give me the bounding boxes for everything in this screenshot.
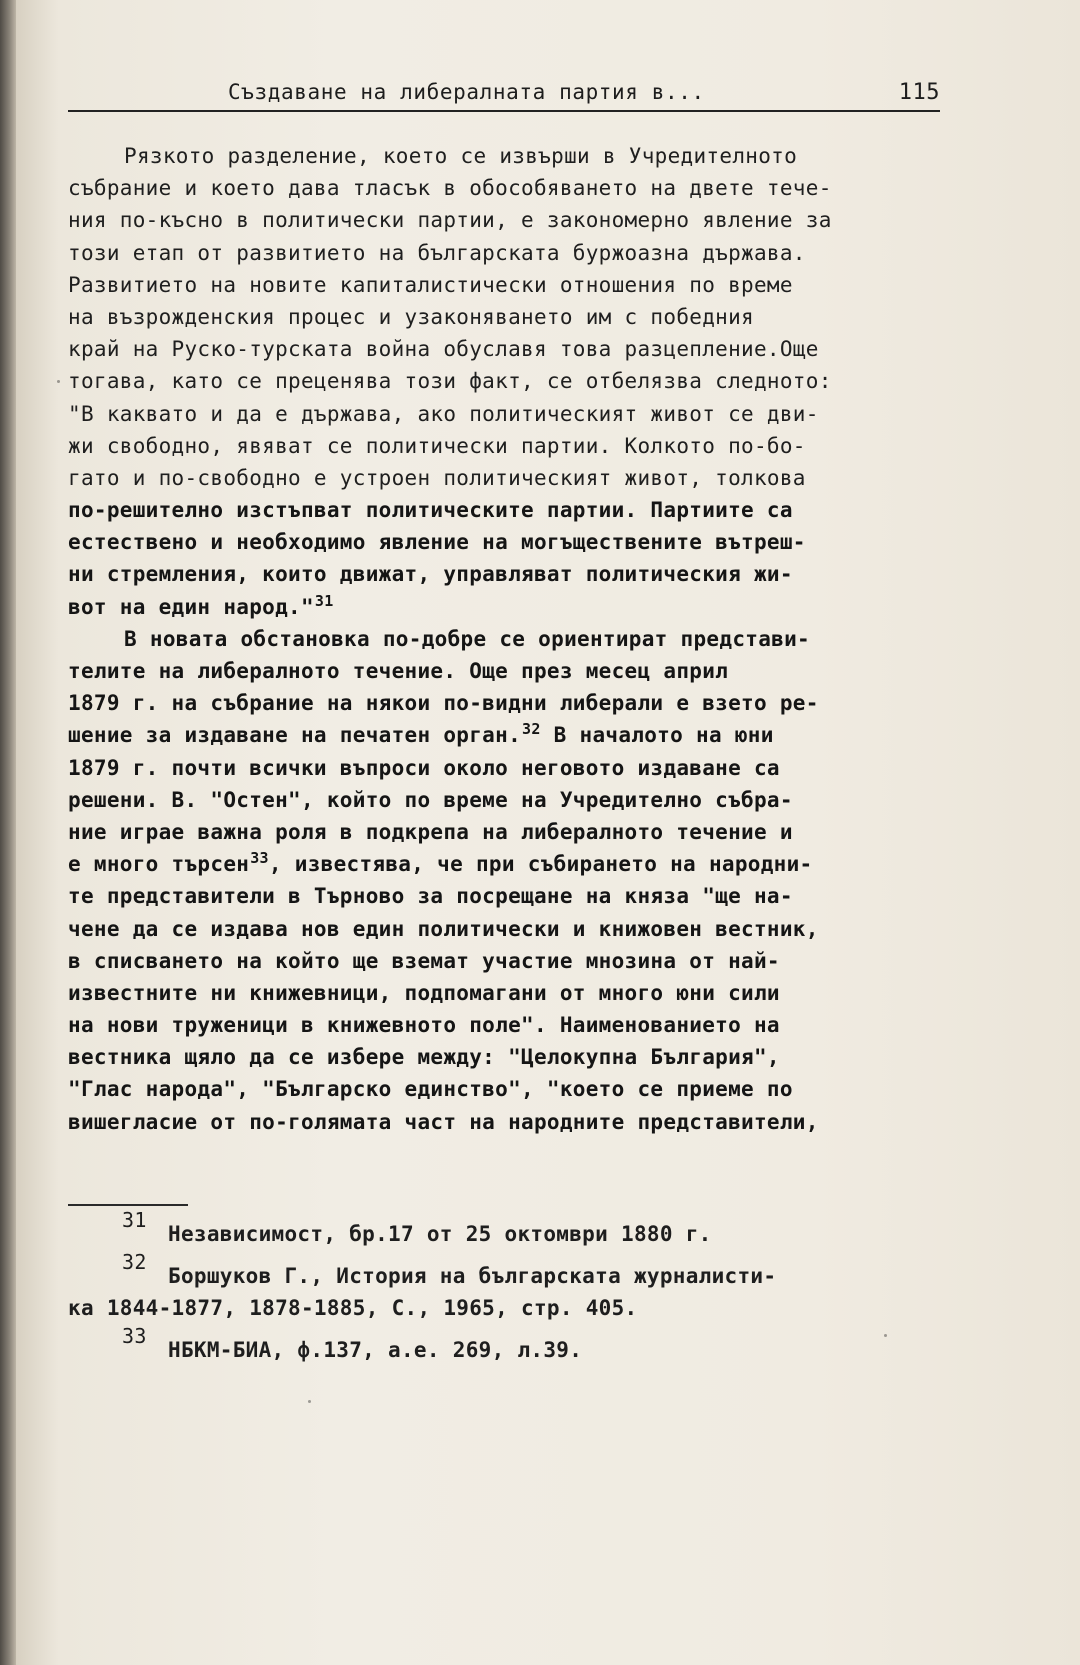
scanned-book-page (16, 0, 1080, 1665)
footnote-text: Боршуков Г., История на българската журналисти- (168, 1264, 777, 1288)
text-line: известните ни книжевници, подпомагани от много юни сили (68, 980, 780, 1005)
text-line: естествено и необходимо явление на могъществените вътреш- (68, 530, 806, 555)
text-line: събрание и което дава тласък в обособяването на двете тече- (68, 176, 832, 201)
running-title: Създаване на либералната партия в... (228, 80, 705, 104)
text-fragment: шение за издаване на печатен орган. (68, 723, 522, 748)
text-fragment: , известява, че при събирането на народни- (268, 852, 813, 877)
page-number: 115 (898, 80, 940, 105)
text-line: В новата обстановка по-добре се ориентират представи- (124, 626, 810, 651)
text-line: край на Руско-турската война обуславя това разцепление.Още (68, 337, 819, 362)
footnote-continuation: ка 1844-1877, 1878-1885, С., 1965, стр. 405. (68, 1296, 638, 1320)
text-line: ни стремления, които движат, управляват политическия жи- (68, 562, 793, 587)
main-text (68, 140, 944, 1138)
footnotes (68, 1208, 944, 1376)
text-line: телите на либералното течение. Още през месец април (68, 659, 729, 683)
scan-speck (57, 380, 60, 383)
footnote-31 (68, 1208, 944, 1250)
footnote-number: 31 (122, 1208, 147, 1232)
text-line: този етап от развитието на българската буржоазна държава. (68, 240, 806, 265)
text-line: Развитието на новите капиталистически отношения по време (68, 272, 793, 297)
text-line: гато и по-свободно е устроен политическият живот, толкова (68, 465, 806, 490)
text-line: ние играе важна роля в подкрепа на либералното течение и (68, 819, 793, 844)
running-header (68, 80, 940, 112)
scan-speck (884, 1334, 887, 1337)
text-fragment: вот на един народ." (68, 594, 314, 619)
footnote-ref-32[interactable]: 32 (522, 720, 541, 739)
text-line: те представители в Търново за посрещане на княза "ще на- (68, 884, 793, 909)
text-line: чене да се издава нов един политически и книжовен вестник, (68, 916, 819, 941)
text-line: по-решително изстъпват политическите партии. Партиите са (68, 498, 793, 523)
footnote-text: Независимост, бр.17 от 25 октомври 1880 г. (168, 1222, 712, 1246)
footnote-ref-31[interactable]: 31 (314, 591, 334, 610)
footnote-text: НБКМ-БИА, ф.137, а.е. 269, л.39. (168, 1338, 583, 1362)
paragraph-2 (68, 623, 944, 1138)
text-line-with-footnote-ref (68, 591, 944, 623)
text-line: в списването на който ще вземат участие мнозина от най- (68, 948, 780, 973)
text-line: на нови труженици в книжевното поле". Наименованието на (68, 1013, 780, 1038)
text-line: "В каквато и да е държава, ако политическият живот се дви- (68, 401, 819, 426)
text-line: ния по-късно в политически партии, е закономерно явление за (68, 208, 832, 233)
text-line: вишегласие от по-голямата част на народните представители, (68, 1109, 819, 1134)
text-line: Рязкото разделение, което се извърши в Учредителното (124, 144, 798, 168)
text-line: на възрожденския процес и узаконяването им с победния (68, 304, 754, 329)
paragraph-1 (68, 140, 944, 623)
text-line: тогава, като се преценява този факт, се отбелязва следното: (68, 369, 832, 394)
text-line-with-footnote-ref (68, 719, 944, 751)
footnote-number: 32 (122, 1250, 147, 1274)
text-line-with-footnote-ref (68, 848, 944, 880)
footnote-32 (68, 1250, 944, 1324)
text-fragment: В началото на юни (540, 723, 774, 748)
book-spine-shadow (0, 0, 16, 1665)
text-line: "Глас народа", "Българско единство", "което се приеме по (68, 1077, 793, 1102)
footnote-number: 33 (122, 1324, 147, 1348)
text-line: решени. В. "Остен", който по време на Учредително събра- (68, 787, 793, 812)
footnote-ref-33[interactable]: 33 (250, 849, 269, 868)
text-line: жи свободно, явяват се политически партии. Колкото по-бо- (68, 433, 806, 458)
text-line: вестника щяло да се избере между: "Целокупна България", (68, 1045, 780, 1070)
text-fragment: е много търсен (68, 852, 250, 877)
scan-speck (308, 1400, 311, 1403)
text-line: 1879 г. почти всички въпроси около неговото издаване са (68, 755, 780, 780)
text-line: 1879 г. на събрание на някои по-видни либерали е взето ре- (68, 691, 819, 716)
footnote-33 (68, 1324, 944, 1366)
